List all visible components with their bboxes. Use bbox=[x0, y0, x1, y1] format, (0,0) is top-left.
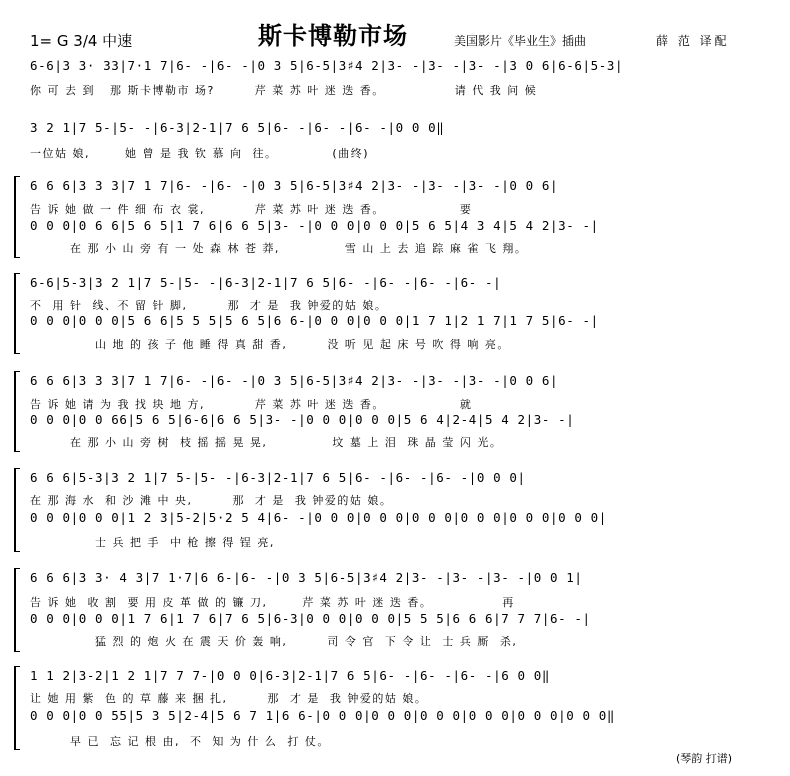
key-and-tempo: 1= G 3/4 中速 bbox=[30, 32, 133, 50]
lyric-line: 让 她 用 紫 色 的 草 藤 来 捆 扎, 那 才 是 我 钟爱的姑 娘。 bbox=[30, 692, 428, 705]
lyric-line: 猛 烈 的 炮 火 在 震 天 价 轰 响, 司 令 官 下 令 让 士 兵 厮 杀, bbox=[30, 635, 518, 648]
arranger-credit: 薛 范 译配 bbox=[656, 34, 730, 48]
lyric-line: 不 用 针 线、不 留 针 脚, 那 才 是 我 钟爱的姑 娘。 bbox=[30, 299, 388, 312]
notation-line: 6 6 6|5-3|3 2 1|7 5-|5- -|6-3|2-1|7 6 5|6- -|6- -|6- -|0 0 0| bbox=[30, 470, 526, 485]
lyric-line: 一位姑 娘, 她 曾 是 我 钦 慕 向 往。 (曲终) bbox=[30, 147, 369, 160]
system-bracket bbox=[14, 568, 20, 652]
notation-line: 6 6 6|3 3 3|7 1 7|6- -|6- -|0 3 5|6-5|3♯4 2|3- -|3- -|3- -|0 0 6| bbox=[30, 178, 559, 193]
notation-line: 6-6|3 3· 33|7·1 7|6- -|6- -|0 3 5|6-5|3♯4 2|3- -|3- -|3- -|3 0 6|6-6|5-3| bbox=[30, 58, 624, 73]
lyric-line: 士 兵 把 手 中 枪 擦 得 锃 亮, bbox=[30, 536, 275, 549]
system-bracket bbox=[14, 176, 20, 258]
lyric-line: 你 可 去 到 那 斯卡博勒市 场? 芹 菜 苏 叶 迷 迭 香。 请 代 我 问 候 bbox=[30, 84, 538, 97]
lyric-line: 告 诉 她 做 一 件 细 布 衣 裳, 芹 菜 苏 叶 迷 迭 香。 要 bbox=[30, 203, 473, 216]
typesetter-credit: (琴韵 打谱) bbox=[676, 752, 733, 765]
lyric-line: 山 地 的 孩 子 他 睡 得 真 甜 香, 没 听 见 起 床 号 吹 得 响 亮。 bbox=[30, 338, 510, 351]
notation-line: 6-6|5-3|3 2 1|7 5-|5- -|6-3|2-1|7 6 5|6- -|6- -|6- -|6- -| bbox=[30, 275, 502, 290]
notation-line: 0 0 0|0 0 0|1 7 6|1 7 6|7 6 5|6-3|0 0 0|0 0 0|5 5 5|6 6 6|7 7 7|6- -| bbox=[30, 611, 591, 626]
system-bracket bbox=[14, 273, 20, 354]
notation-line: 0 0 0|0 0 0|1 2 3|5-2|5·2 5 4|6- -|0 0 0|0 0 0|0 0 0|0 0 0|0 0 0|0 0 0| bbox=[30, 510, 607, 525]
system-bracket bbox=[14, 371, 20, 452]
notation-line: 1 1 2|3-2|1 2 1|7 7 7-|0 0 0|6-3|2-1|7 6 5|6- -|6- -|6- -|6 0 0‖ bbox=[30, 668, 551, 683]
song-source: 美国影片《毕业生》插曲 bbox=[454, 34, 587, 48]
lyric-line: 在 那 海 水 和 沙 滩 中 央, 那 才 是 我 钟爱的姑 娘。 bbox=[30, 494, 393, 507]
notation-line: 3 2 1|7 5-|5- -|6-3|2-1|7 6 5|6- -|6- -|6- -|0 0 0‖ bbox=[30, 120, 445, 135]
lyric-line: 告 诉 她 收 割 要 用 皮 革 做 的 镰 刀, 芹 菜 苏 叶 迷 迭 香。 再 bbox=[30, 596, 515, 609]
notation-line: 0 0 0|0 0 55|5 3 5|2-4|5 6 7 1|6 6-|0 0 0|0 0 0|0 0 0|0 0 0|0 0 0|0 0 0‖ bbox=[30, 708, 616, 723]
notation-line: 6 6 6|3 3· 4 3|7 1·7|6 6-|6- -|0 3 5|6-5|3♯4 2|3- -|3- -|3- -|0 0 1| bbox=[30, 570, 583, 585]
notation-line: 0 0 0|0 0 66|5 6 5|6-6|6 6 5|3- -|0 0 0|0 0 0|5 6 4|2-4|5 4 2|3- -| bbox=[30, 412, 575, 427]
notation-line: 0 0 0|0 6 6|5 6 5|1 7 6|6 6 5|3- -|0 0 0|0 0 0|5 6 5|4 3 4|5 4 2|3- -| bbox=[30, 218, 599, 233]
notation-line: 0 0 0|0 0 0|5 6 6|5 5 5|5 6 5|6 6-|0 0 0|0 0 0|1 7 1|2 1 7|1 7 5|6- -| bbox=[30, 313, 599, 328]
lyric-line: 告 诉 她 请 为 我 找 块 地 方, 芹 菜 苏 叶 迷 迭 香。 就 bbox=[30, 398, 473, 411]
system-bracket bbox=[14, 468, 20, 552]
lyric-line: 在 那 小 山 旁 树 枝 摇 摇 晃 晃, 坟 墓 上 泪 珠 晶 莹 闪 光。 bbox=[30, 436, 503, 449]
lyric-line: 在 那 小 山 旁 有 一 处 森 林 苍 莽, 雪 山 上 去 追 踪 麻 雀 飞 翔。 bbox=[30, 242, 528, 255]
song-title: 斯卡博勒市场 bbox=[258, 22, 408, 50]
lyric-line: 早 已 忘 记 根 由, 不 知 为 什 么 打 仗。 bbox=[30, 735, 330, 748]
system-bracket bbox=[14, 666, 20, 750]
notation-line: 6 6 6|3 3 3|7 1 7|6- -|6- -|0 3 5|6-5|3♯4 2|3- -|3- -|3- -|0 0 6| bbox=[30, 373, 559, 388]
